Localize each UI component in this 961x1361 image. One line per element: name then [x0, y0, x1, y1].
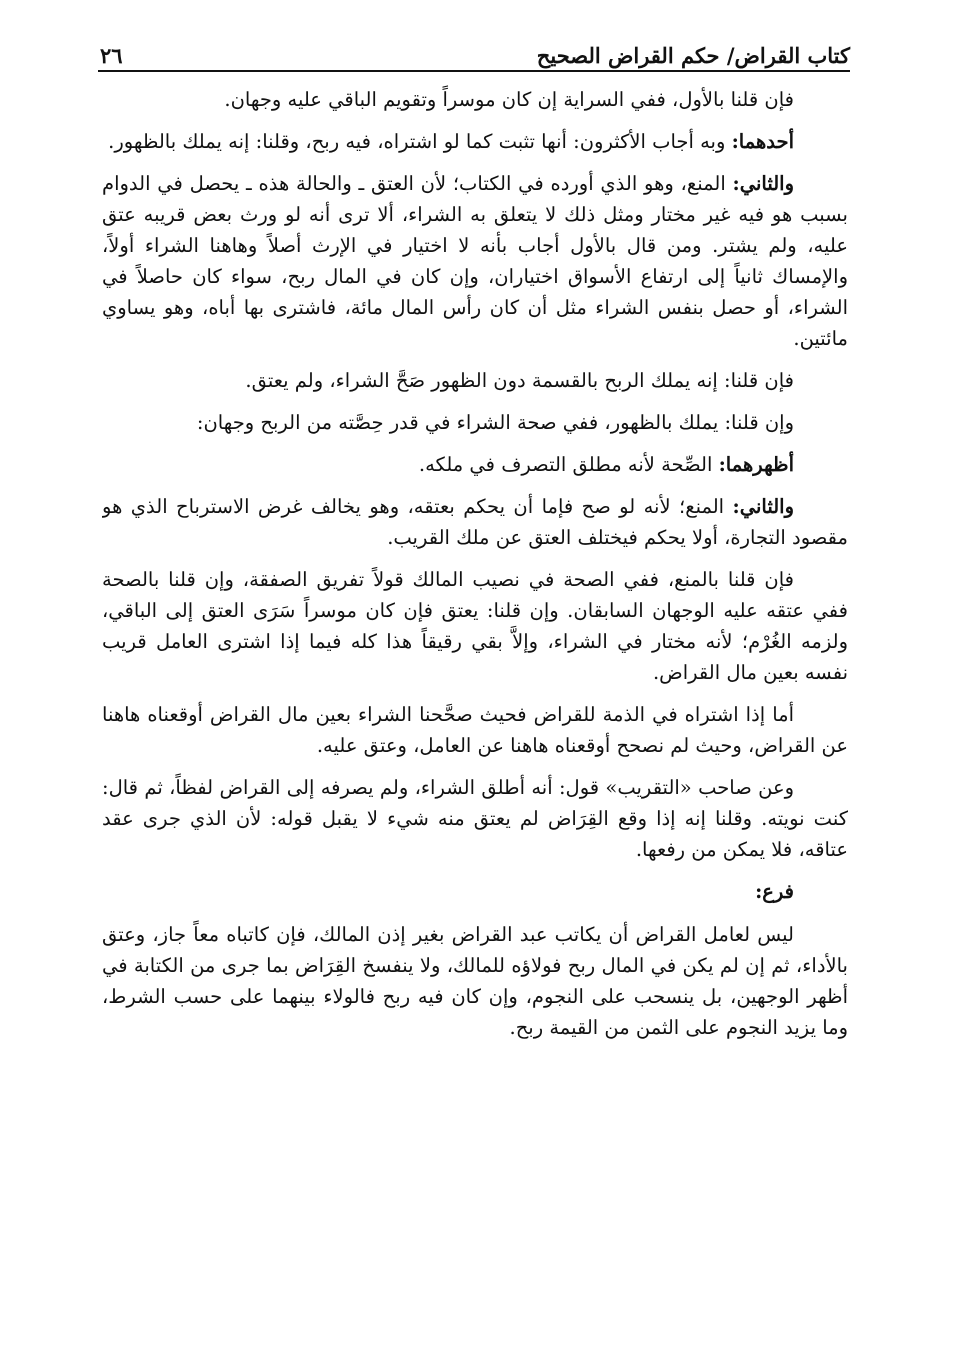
paragraph-text: وبه أجاب الأكثرون: أنها تثبت كما لو اشتراه، فيه ربح، وقلنا: إنه يملك بالظهور.: [108, 130, 732, 153]
paragraph: [102, 407, 848, 438]
running-header: [100, 32, 850, 68]
page-number: ٢٦: [100, 43, 123, 68]
paragraph: [102, 491, 848, 553]
paragraph-text: وعن صاحب «التقريب» قول: أنه أطلق الشراء، ولم يصرفه إلى القراض لفظاً، ثم قال: كنت نويته. وقلنا إنه إذا وقع القِرَاض لم يعتق منه شيء لا يقبل قوله: لأن الذي جرى عقد عتاقه، فلا يمكن من رفعها.: [102, 776, 848, 861]
paragraph-text: المنع، وهو الذي أورده في الكتاب؛ لأن العتق ـ والحالة هذه ـ يحصل في الدوام بسبب هو فيه غير مختار ومثل ذلك لا يتعلق به الشراء، ألا ترى أنه لو ورث بعض قريبه عتق عليه، ولم يشتر. ومن قال بالأول أجاب بأنه لا اختيار في الإرث أصلاً وهاهنا الشراء أولاً، والإمساك ثانياً إلى ارتفاع الأسواق اختياران، وإن كان في المال ربح، سواء كان حاصلاً في الشراء، أو حصل بنفس الشراء مثل أن كان رأس المال مائة، فاشترى بها أباه، وهو يساوي مائتين.: [102, 172, 848, 350]
paragraph-lead: أظهرهما:: [718, 453, 794, 476]
paragraph-text: فإن قلنا بالأول، ففي السراية إن كان موسراً وتقويم الباقي عليه وجهان.: [224, 88, 794, 111]
paragraph-lead: والثاني:: [732, 495, 794, 518]
paragraph: [102, 84, 848, 115]
running-title: كتاب القراض/ حكم القراض الصحيح: [536, 43, 850, 68]
paragraph-text: المنع؛ لأنه لو صح فإما أن يحكم بعتقه، وهو يخالف غرض الاسترباح الذي هو مقصود التجارة، أولا يحكم فيختلف العتق عن ملك القريب.: [102, 495, 848, 549]
paragraph-lead: والثاني:: [732, 172, 794, 195]
paragraph: [102, 699, 848, 761]
paragraph-text: الصِّحة لأنه مطلق التصرف في ملكه.: [418, 453, 719, 476]
paragraph-text: فإن قلنا: إنه يملك الربح بالقسمة دون الظهور صَحَّ الشراء، ولم يعتق.: [245, 369, 794, 392]
section-title: فرع:: [755, 880, 794, 903]
header-rule: [98, 70, 850, 72]
paragraph-text: ليس لعامل القراض أن يكاتب عبد القراض بغير إذن المالك، فإن كاتباه معاً جاز، وعتق بالأداء، ثم إن لم يكن في المال ربح فولاؤه للمالك، ولا ينفسخ القِرَاض بما جرى من الكتابة في أظهر الوجهين، بل ينسحب على النجوم، وإن كان فيه ربح فالولاء بينهما على حسب الشرط، وما يزيد النجوم على الثمن من القيمة ربح.: [102, 923, 848, 1039]
paragraph: [102, 449, 848, 480]
paragraph: [102, 919, 848, 1043]
paragraph: [102, 365, 848, 396]
paragraph-text: وإن قلنا: يملك بالظهور، ففي صحة الشراء في قدر حِصَّته من الربح وجهان:: [196, 411, 794, 434]
paragraph-text: فإن قلنا بالمنع، ففي الصحة في نصيب المالك قولاً تفريق الصفقة، وإن قلنا بالصحة ففي عتقه عليه الوجهان السابقان. وإن قلنا: يعتق فإن كان موسراً سَرَى العتق إلى الباقي، ولزمه الغُرْم؛ لأنه مختار في الشراء، وإلاَّ بقي رقيقاً هذا كله فيما إذا اشترى العامل قريب نفسه بعين مال القراض.: [102, 568, 848, 684]
paragraph: [102, 168, 848, 354]
paragraph-lead: أحدهما:: [731, 130, 794, 153]
paragraph: [102, 126, 848, 157]
paragraph: [102, 564, 848, 688]
paragraph: [102, 772, 848, 865]
paragraph-text: أما إذا اشتراه في الذمة للقراض فحيث صحَّحنا الشراء بعين مال القراض أوقعناه هاهنا عن القراض، وحيث لم نصحح أوقعناه هاهنا عن العامل، وعتق عليه.: [102, 703, 848, 757]
page-body: [102, 84, 848, 1304]
